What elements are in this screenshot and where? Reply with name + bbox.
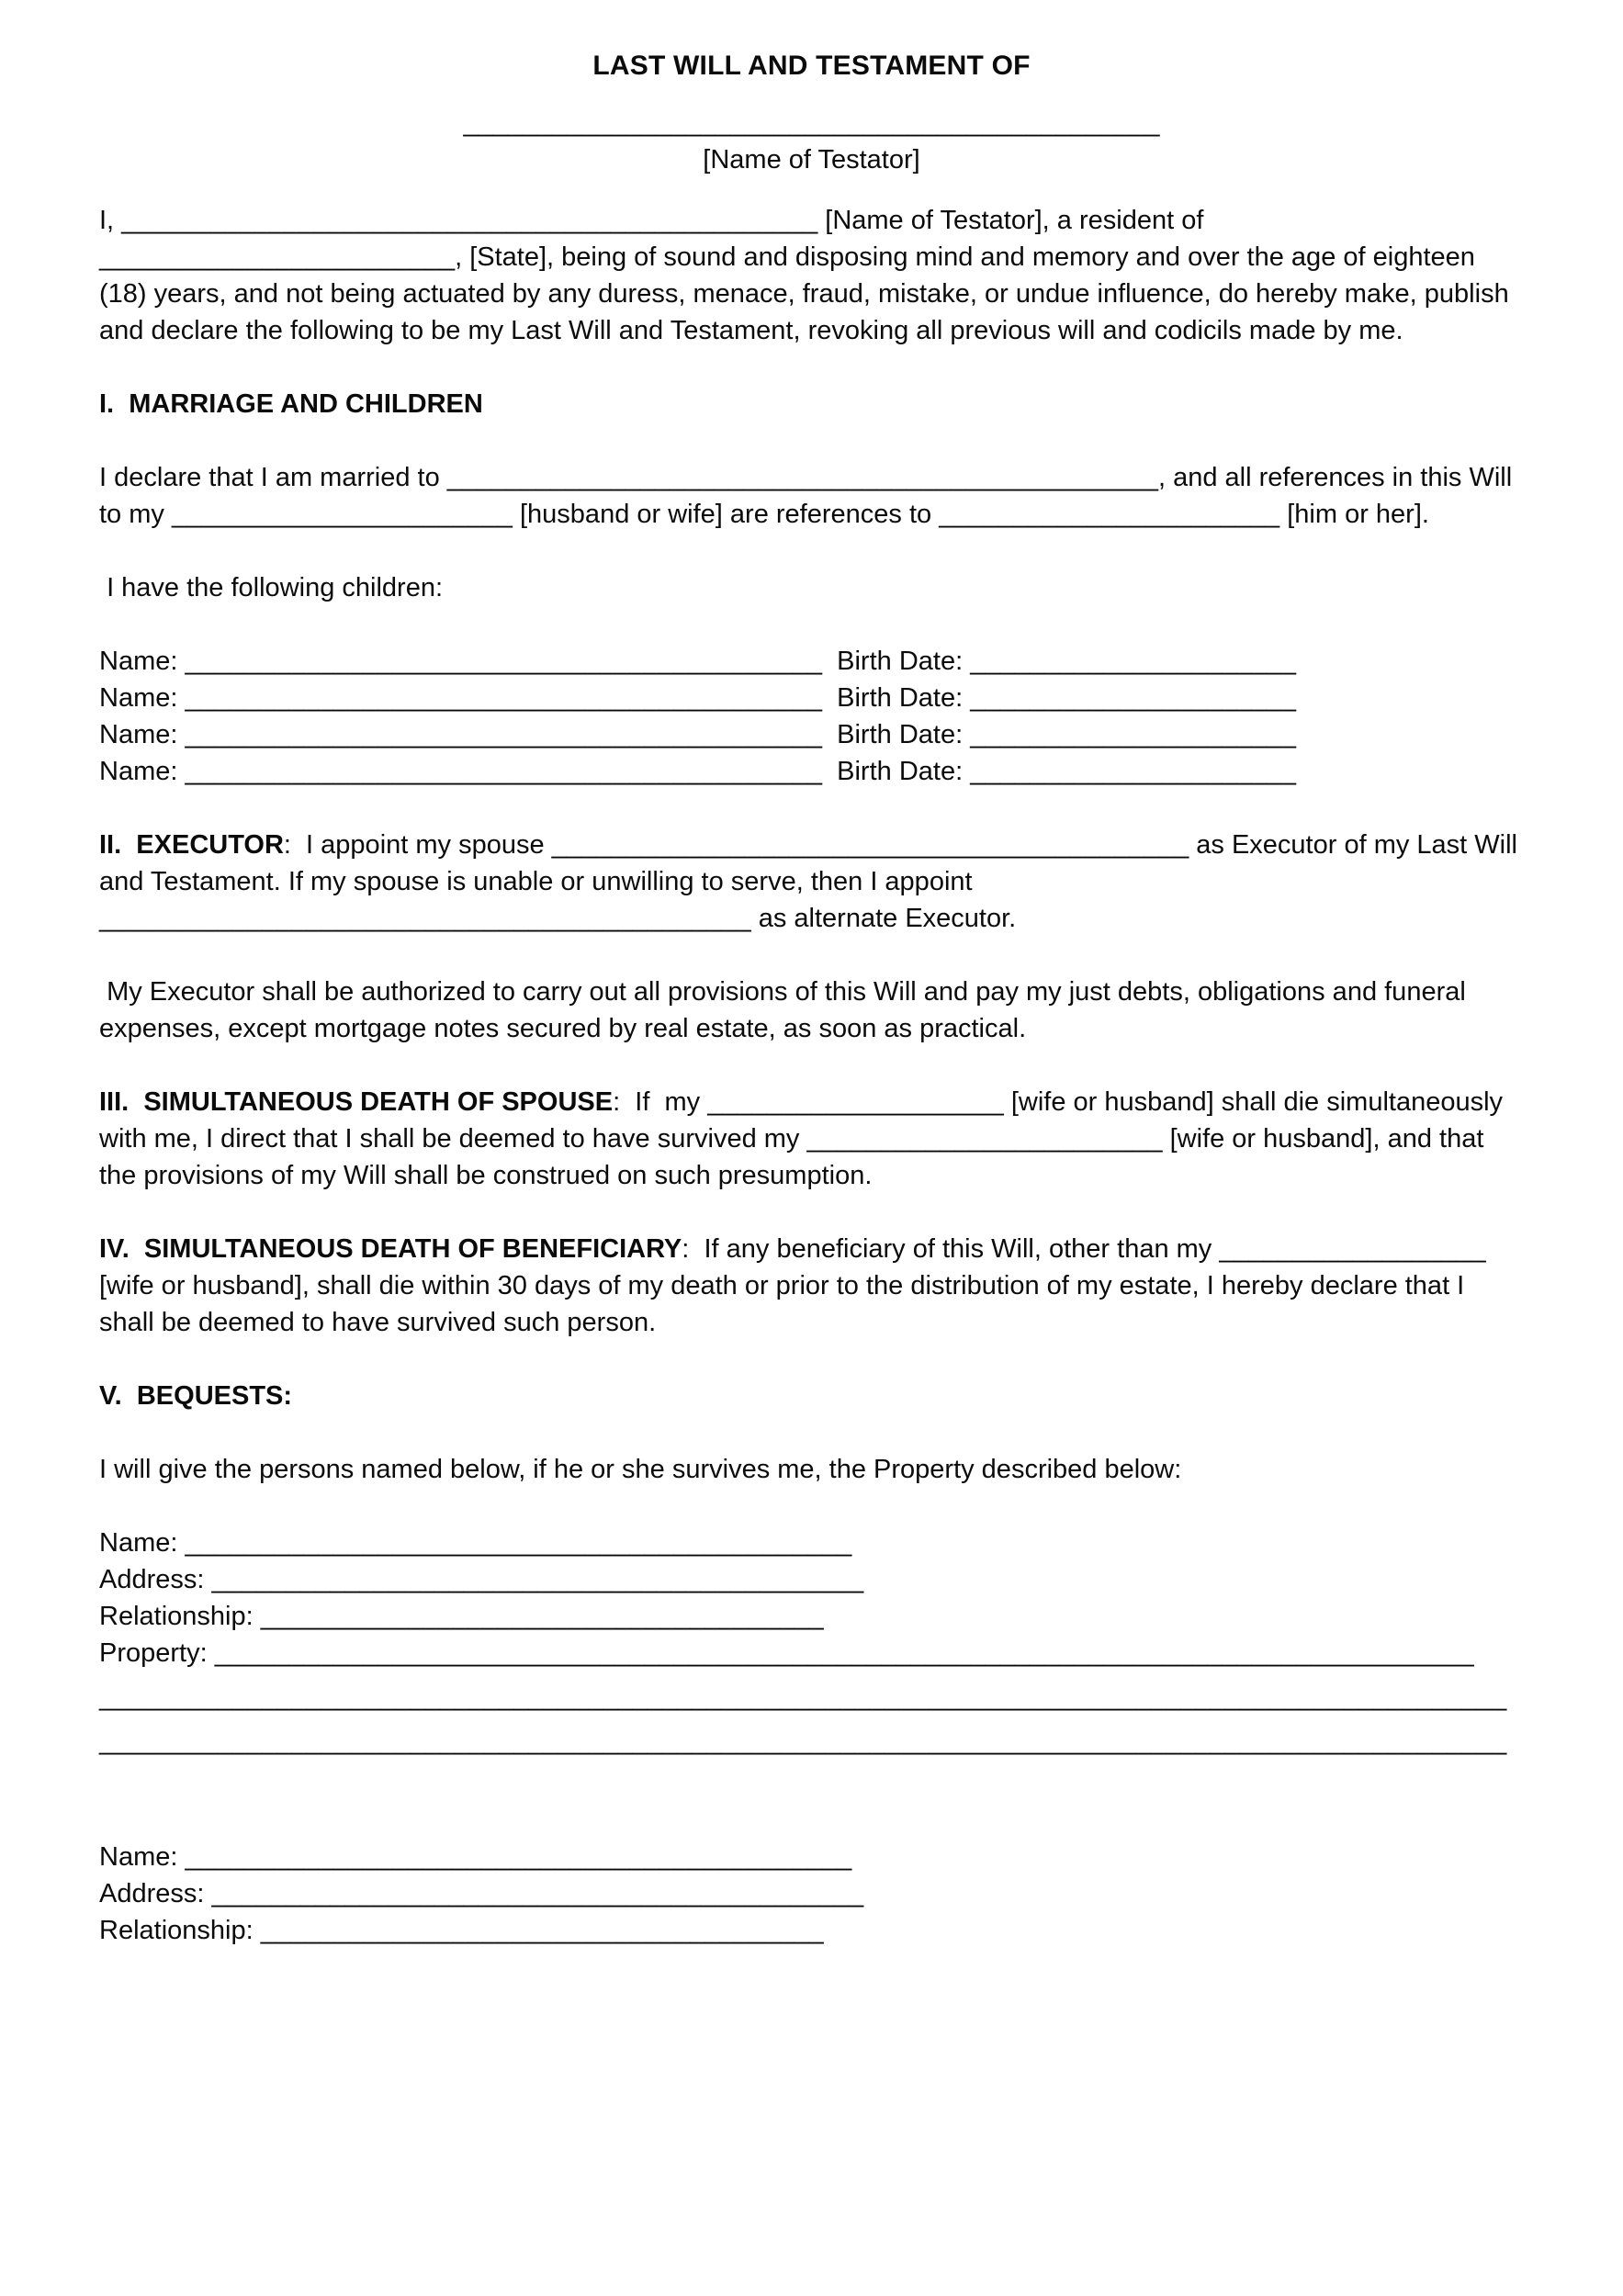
- intro-text-a: I,: [99, 206, 122, 235]
- bequest-relationship-row: [99, 1912, 1524, 1949]
- marriage-text-b: , and all references in this Will to my: [99, 463, 1520, 529]
- section-2-executor-heading: II. EXECUTOR: [99, 830, 284, 860]
- intro-state-field[interactable]: ________________________: [99, 242, 456, 272]
- spouse-role-field[interactable]: _______________________: [171, 500, 513, 529]
- sds-text-a: : If my: [613, 1087, 708, 1117]
- bequest-name-row: [99, 1839, 1524, 1875]
- child-birth-date-field[interactable]: ______________________: [970, 683, 1297, 713]
- executor-paragraph: [99, 827, 1524, 937]
- child-birth-date-label: Birth Date:: [822, 683, 971, 713]
- sds-spouse-role-field-2[interactable]: ________________________: [806, 1124, 1163, 1154]
- testator-name-caption: [Name of Testator]: [703, 145, 920, 174]
- marriage-paragraph: [99, 459, 1524, 533]
- bequest-name-label: Name:: [99, 1528, 186, 1558]
- testator-name-blank-field[interactable]: _______________________________________________: [463, 108, 1160, 138]
- testator-header: [99, 105, 1524, 178]
- marriage-text-d: [him or her].: [1279, 500, 1429, 529]
- bequest-name-field[interactable]: _____________________________________________: [185, 1842, 852, 1872]
- sdb-text-a: : If any beneficiary of this Will, other than my: [682, 1234, 1220, 1264]
- intro-testator-name-field[interactable]: _______________________________________________: [121, 206, 818, 235]
- child-name-field[interactable]: ___________________________________________: [185, 683, 823, 713]
- alternate-executor-name-field[interactable]: ____________________________________________: [99, 904, 751, 933]
- bequest-address-label: Address:: [99, 1879, 212, 1908]
- bequest-address-row: [99, 1875, 1524, 1912]
- sds-text-b: [wife or husband] shall die simultaneously with me, I direct that I shall be deemed to have survived my: [99, 1087, 1511, 1154]
- bequests-intro: I will give the persons named below, if he or she survives me, the Property described below:: [99, 1455, 1182, 1484]
- sdb-text-b: [wife or husband], shall die within 30 days of my death or prior to the distribution of my estate, I hereby declare that I shall be deemed to have survived such person.: [99, 1234, 1493, 1337]
- bequest-property-label: Property:: [99, 1638, 215, 1668]
- executor-text-a: : I appoint my spouse: [283, 830, 552, 860]
- section-1-marriage-heading: I. MARRIAGE AND CHILDREN: [99, 389, 483, 419]
- child-birth-date-field[interactable]: ______________________: [970, 757, 1297, 786]
- bequest-address-field[interactable]: ____________________________________________: [211, 1565, 864, 1594]
- section-5-bequests-heading: V. BEQUESTS:: [99, 1381, 293, 1411]
- spouse-pronoun-field[interactable]: _______________________: [939, 500, 1280, 529]
- intro-paragraph: [99, 202, 1524, 349]
- spouse-name-field[interactable]: ________________________________________________: [446, 463, 1158, 492]
- child-name-label: Name:: [99, 720, 186, 749]
- sds-spouse-role-field[interactable]: ____________________: [707, 1087, 1004, 1117]
- child-birth-date-label: Birth Date:: [822, 720, 971, 749]
- children-list: [99, 643, 1524, 790]
- child-name-label: Name:: [99, 647, 186, 676]
- document-title: LAST WILL AND TESTAMENT OF: [592, 51, 1031, 81]
- bequest-block-1: [99, 1525, 1524, 1760]
- child-name-field[interactable]: ___________________________________________: [185, 720, 823, 749]
- intro-text-c: , [State], being of sound and disposing mind and memory and over the age of eighteen (18) years, and not being actuated by any duress, menace, fraud, mistake, or undue influence, do hereby make, publish and declare the following to be my Last Will and Testament, revoking all previous will and codicils made by me.: [99, 242, 1516, 345]
- section-4-simultaneous-death-beneficiary-heading: IV. SIMULTANEOUS DEATH OF BENEFICIARY: [99, 1234, 682, 1264]
- executor-spouse-name-field[interactable]: ___________________________________________: [551, 830, 1189, 860]
- child-name-field[interactable]: ___________________________________________: [185, 757, 823, 786]
- child-name-field[interactable]: ___________________________________________: [185, 647, 823, 676]
- bequest-property-continuation-line-1[interactable]: _______________________________________________________________________________________________: [99, 1683, 1507, 1712]
- bequest-name-label: Name:: [99, 1842, 186, 1872]
- bequest-relationship-label: Relationship:: [99, 1602, 261, 1631]
- child-row: [99, 680, 1524, 716]
- child-row: [99, 753, 1524, 790]
- bequest-relationship-field[interactable]: ______________________________________: [260, 1916, 824, 1945]
- child-birth-date-label: Birth Date:: [822, 757, 971, 786]
- bequest-property-row: [99, 1635, 1524, 1671]
- child-row: [99, 716, 1524, 753]
- child-birth-date-label: Birth Date:: [822, 647, 971, 676]
- bequest-address-label: Address:: [99, 1565, 212, 1594]
- child-name-label: Name:: [99, 757, 186, 786]
- marriage-text-a: I declare that I am married to: [99, 463, 447, 492]
- simultaneous-death-spouse-paragraph: [99, 1084, 1524, 1194]
- sdb-spouse-role-field[interactable]: __________________: [1219, 1234, 1486, 1264]
- child-name-label: Name:: [99, 683, 186, 713]
- bequest-relationship-field[interactable]: ______________________________________: [260, 1602, 824, 1631]
- executor-text-c: as alternate Executor.: [750, 904, 1017, 933]
- bequest-address-row: [99, 1561, 1524, 1598]
- bequest-name-field[interactable]: _____________________________________________: [185, 1528, 852, 1558]
- bequest-relationship-row: [99, 1598, 1524, 1635]
- section-3-simultaneous-death-spouse-heading: III. SIMULTANEOUS DEATH OF SPOUSE: [99, 1087, 614, 1117]
- marriage-text-c: [husband or wife] are references to: [512, 500, 940, 529]
- simultaneous-death-beneficiary-paragraph: [99, 1231, 1524, 1341]
- executor-powers-paragraph: My Executor shall be authorized to carry out all provisions of this Will and pay my just debts, obligations and funeral expenses, except mortgage notes secured by real estate, as soon as practical.: [99, 977, 1473, 1043]
- child-row: [99, 643, 1524, 680]
- intro-text-b: [Name of Testator], a resident of: [817, 206, 1212, 235]
- children-intro: I have the following children:: [99, 573, 444, 602]
- bequest-property-continuation-line-2[interactable]: _______________________________________________________________________________________________: [99, 1727, 1507, 1756]
- bequest-property-field[interactable]: _____________________________________________________________________________________: [214, 1638, 1474, 1668]
- executor-text-b: as Executor of my Last Will and Testament. If my spouse is unable or unwilling to serve, then I appoint: [99, 830, 1526, 896]
- bequest-address-field[interactable]: ____________________________________________: [211, 1879, 864, 1908]
- bequest-name-row: [99, 1525, 1524, 1561]
- child-birth-date-field[interactable]: ______________________: [970, 720, 1297, 749]
- bequest-block-2: [99, 1796, 1524, 1949]
- child-birth-date-field[interactable]: ______________________: [970, 647, 1297, 676]
- bequest-relationship-label: Relationship:: [99, 1916, 261, 1945]
- sds-text-c: [wife or husband], and that the provisions of my Will shall be construed on such presumption.: [99, 1124, 1492, 1190]
